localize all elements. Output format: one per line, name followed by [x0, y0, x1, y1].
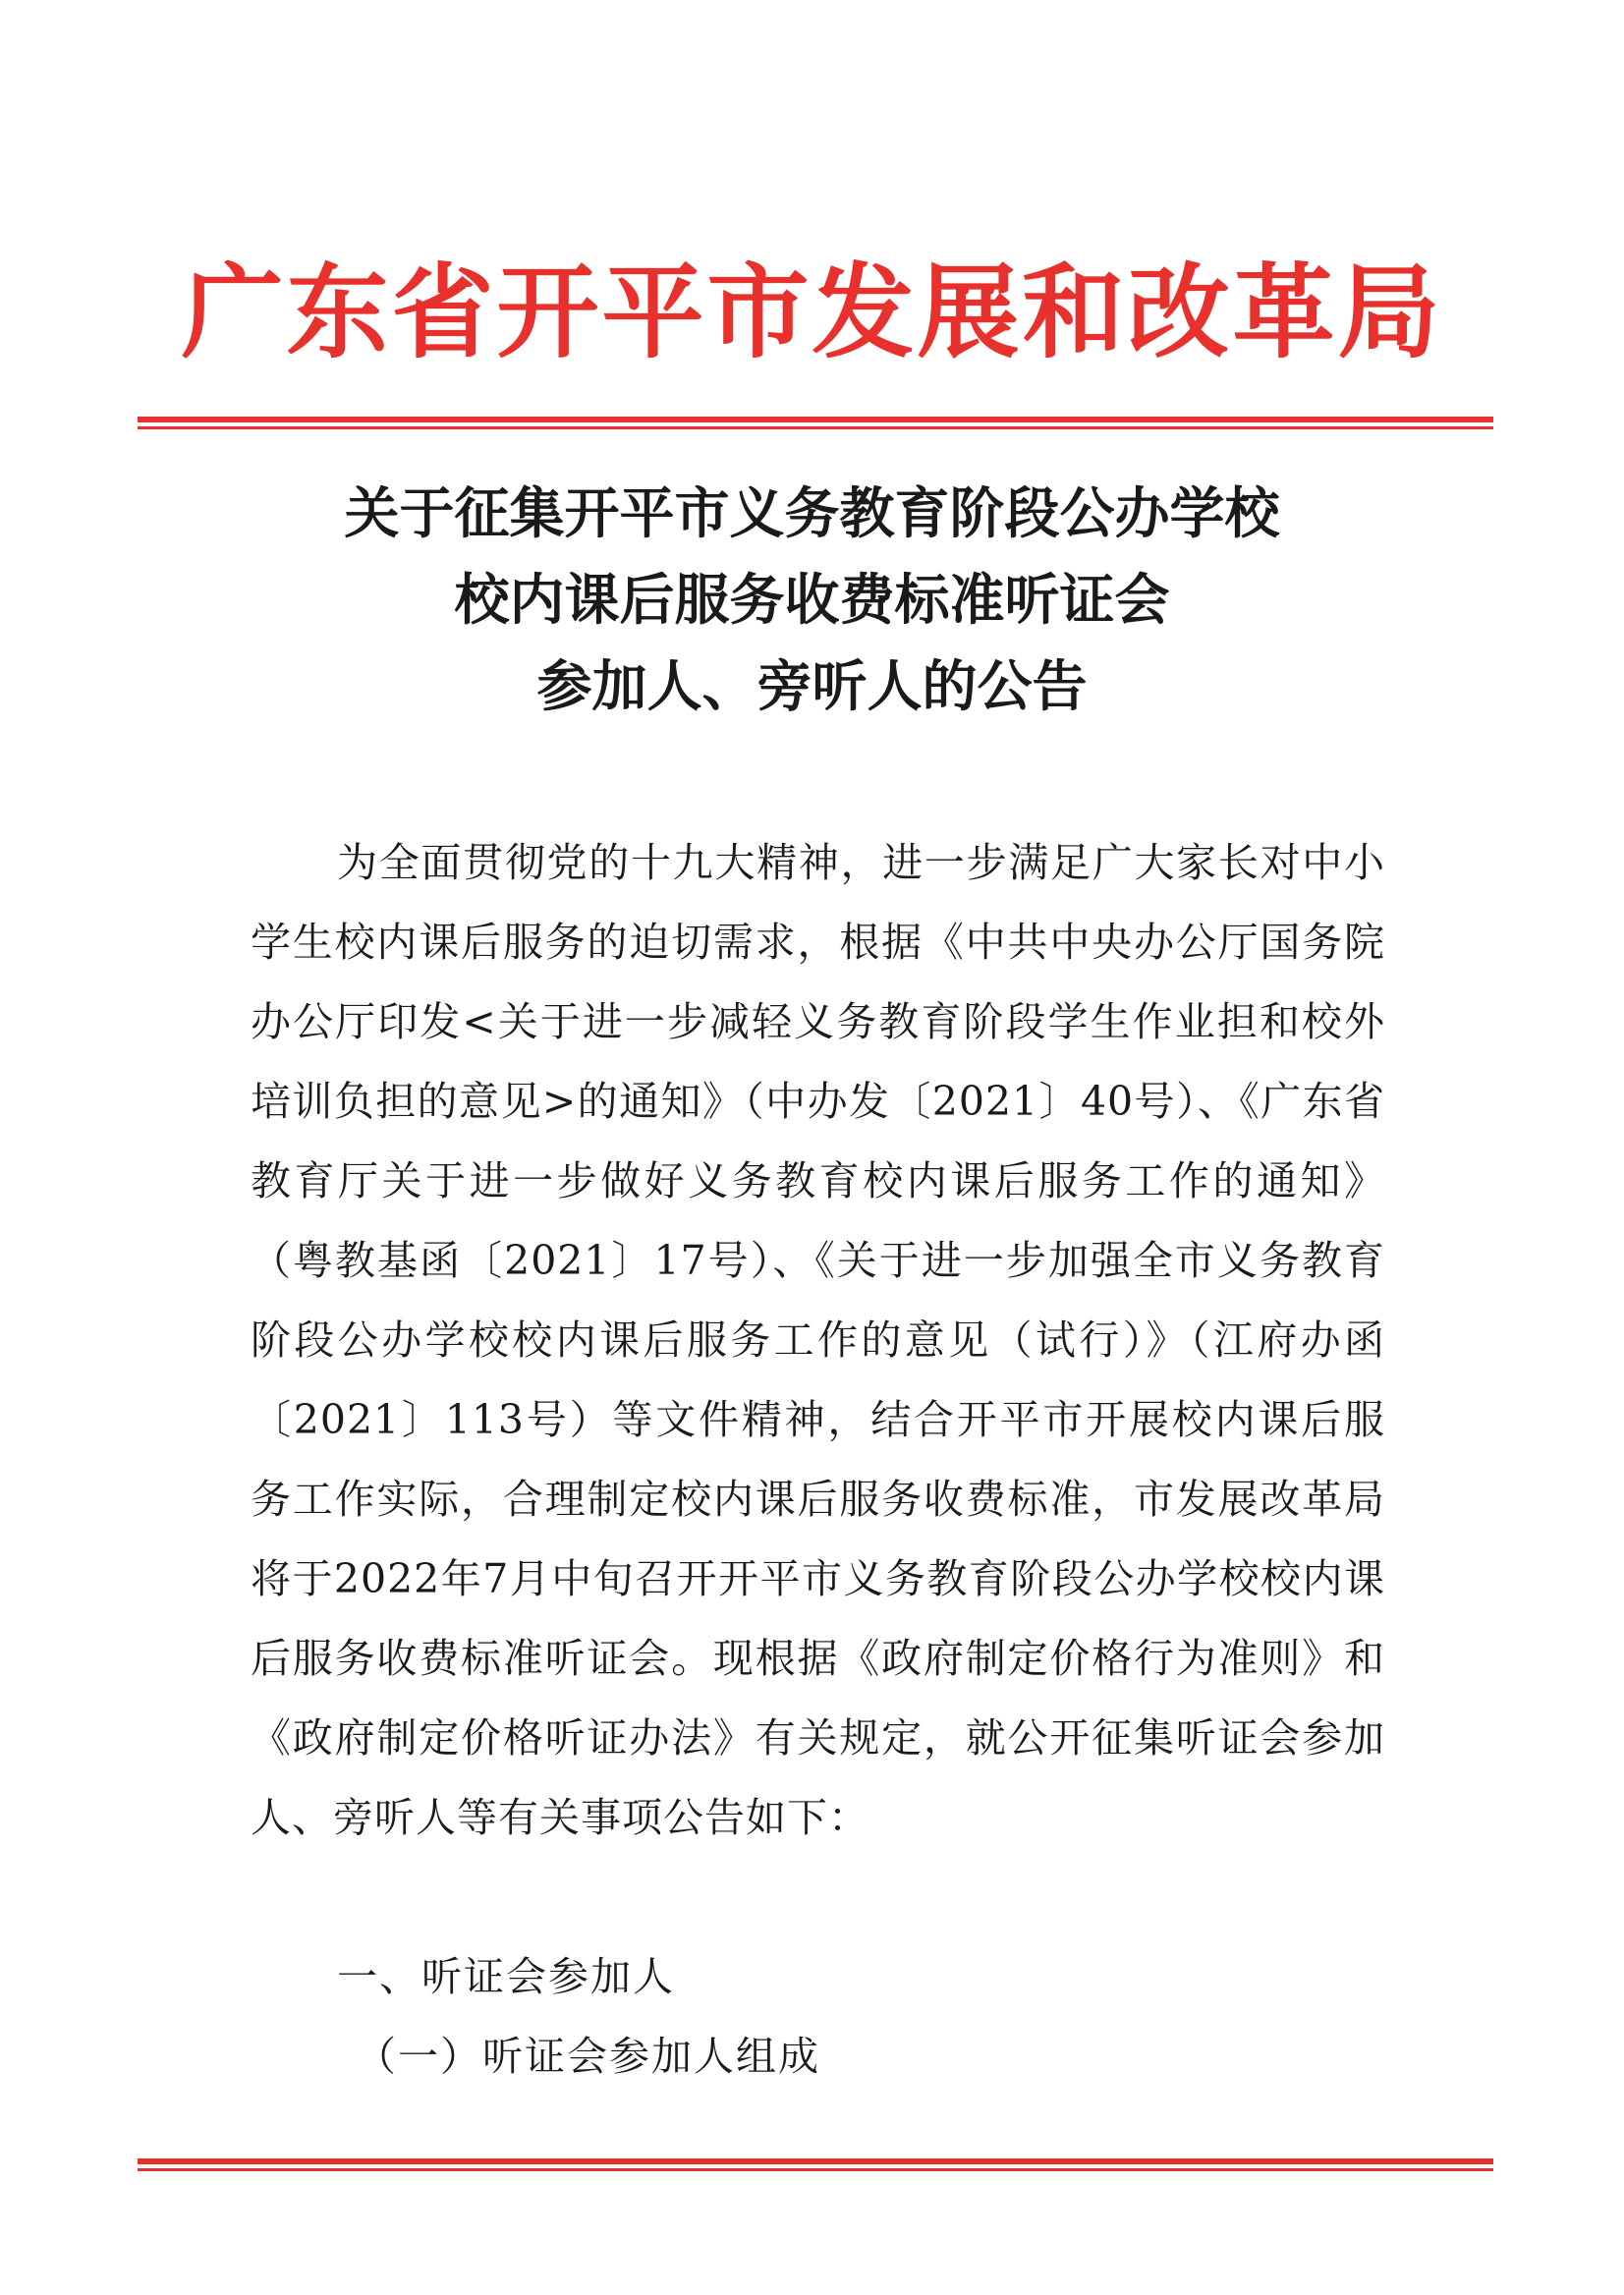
letterhead-agency-name: 广东省开平市发展和改革局: [181, 252, 1443, 372]
section-heading-participants: 一、听证会参加人: [337, 1953, 675, 2000]
divider-thin-line: [138, 2168, 1493, 2171]
body-paragraph-1: 为全面贯彻党的十九大精神，进一步满足广大家长对中小学生校内课后服务的迫切需求，根据《中共中央办公厅国务院办公厅印发<关于进一步减轻义务教育阶段学生作业担和校外培训负担的意见>的通知》（中办发〔2021〕40号）、《广东省教育厅关于进一步做好义务教育校内课后服务工作的通知》（粤教基函〔2021〕17号）、《关于进一步加强全市义务教育阶段公办学校校内课后服务工作的意见（试行）》（江府办函〔2021〕113号）等文件精神，结合开平市开展校内课后服务工作实际，合理制定校内课后服务收费标准，市发展改革局将于2022年7月中旬召开开平市义务教育阶段公办学校校内课后服务收费标准听证会。现根据《政府制定价格行为准则》和《政府制定价格听证办法》有关规定，就公开征集听证会参加人、旁听人等有关事项公告如下：: [251, 839, 1385, 1841]
document-title: [0, 472, 1624, 731]
divider-thick-line: [138, 417, 1493, 422]
page-footer-divider: [138, 2158, 1493, 2174]
letterhead-divider-top: [138, 417, 1493, 432]
title-line-2: 校内课后服务收费标准听证会: [454, 569, 1170, 633]
divider-thick-line: [138, 2158, 1493, 2164]
divider-thin-line: [138, 426, 1493, 429]
title-line-1: 关于征集开平市义务教育阶段公办学校: [344, 482, 1280, 546]
subsection-heading-composition: （一）听证会参加人组成: [356, 2033, 820, 2080]
title-line-3: 参加人、旁听人的公告: [536, 655, 1088, 719]
